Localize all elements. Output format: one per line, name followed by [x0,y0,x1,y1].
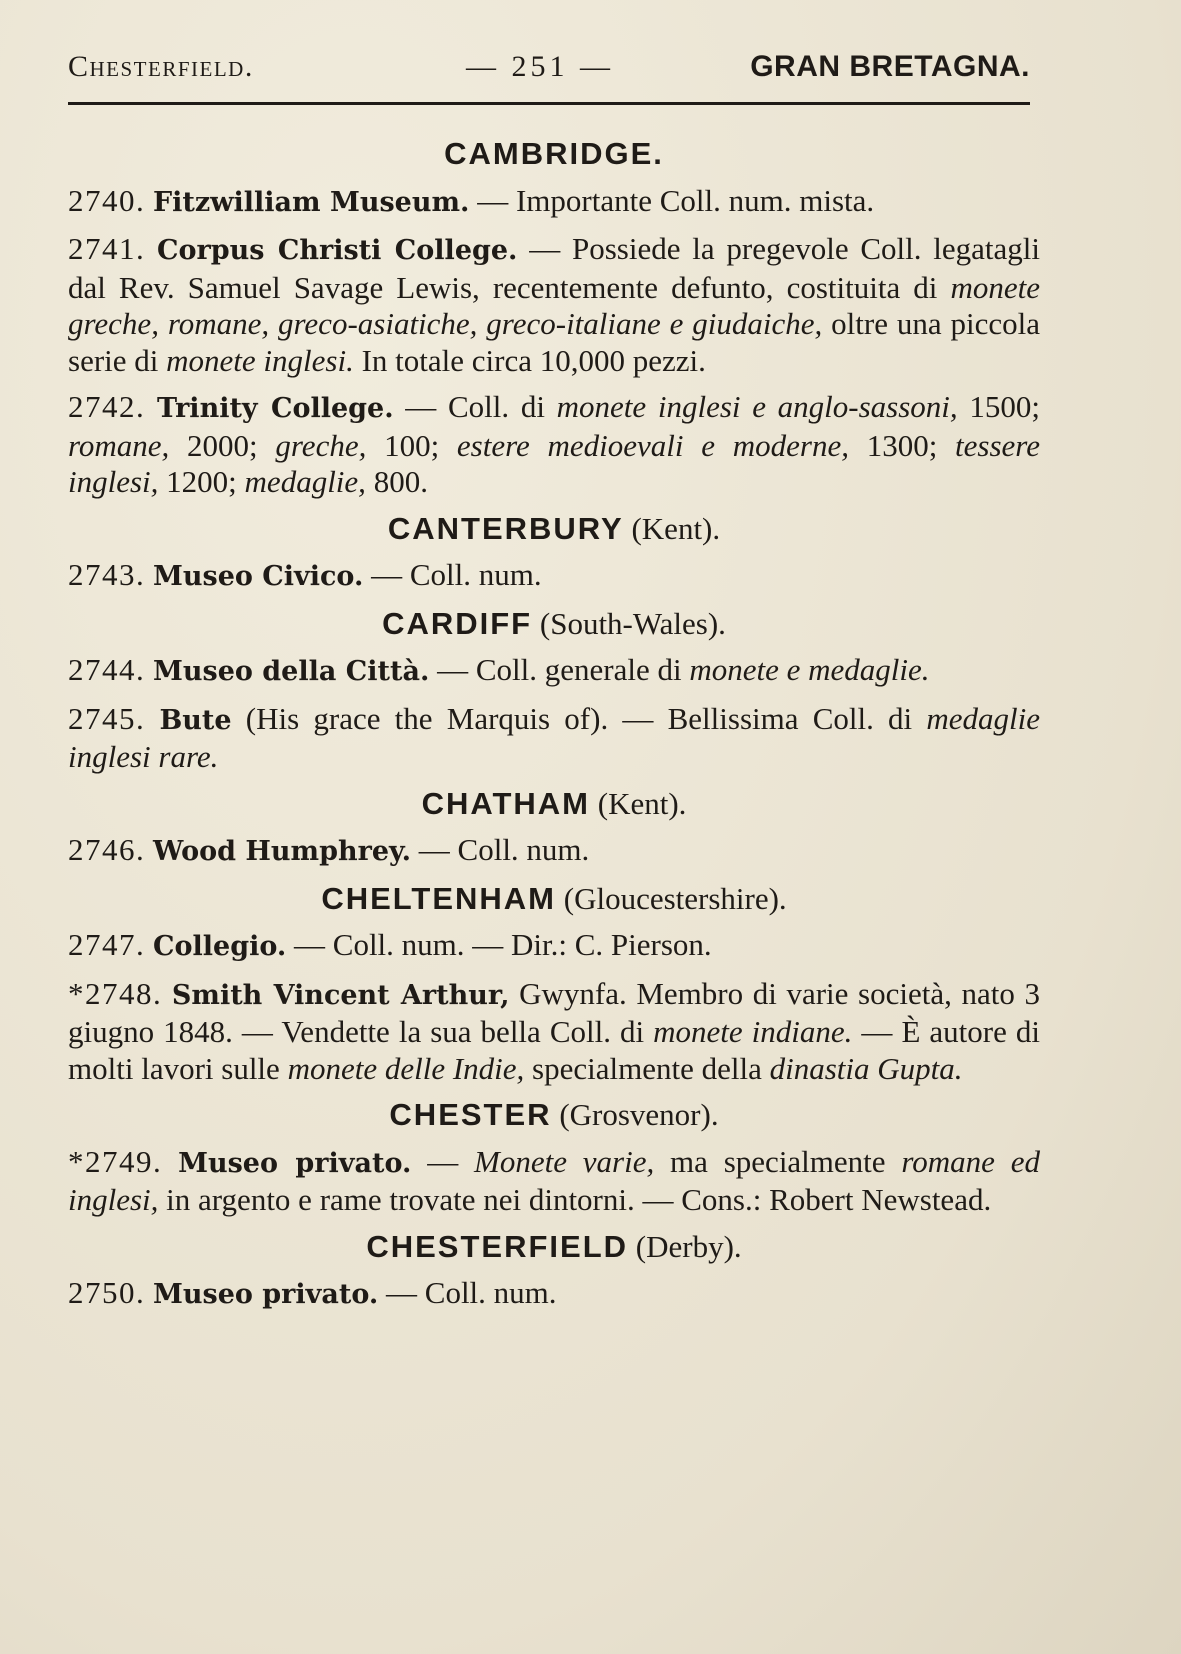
entry-text: 1500; [957,389,1040,424]
city-region: (Grosvenor). [551,1097,719,1132]
running-head-left: Chesterfield. [68,50,254,83]
city-name: CAMBRIDGE. [444,136,664,171]
entry-text: — Coll. num. [411,832,590,867]
entry-italic: romane, [68,427,170,463]
entry-number: 2741. [68,231,146,266]
entry-number: 2740. [68,182,146,218]
entry-name: Museo privato. [153,1279,379,1310]
entry-italic: monete inglesi. [166,342,354,378]
header-rule [68,102,1030,105]
city-region: (Gloucestershire). [556,880,787,916]
entry-number: 2743. [68,557,146,592]
running-head [68,50,1030,98]
entry-italic: estere medioevali e moderne, [456,427,849,463]
city-heading [68,881,1040,918]
entry-2740 [68,183,1040,222]
entry-text: — Importante Coll. num. mista. [469,182,875,218]
city-name: CHELTENHAM [321,880,556,916]
page-body [68,136,1040,1324]
city-region: (South-Wales). [532,605,726,641]
entry-italic: monete indiane. [653,1014,853,1049]
entry-number: 2746. [68,832,146,867]
entry-italic: Monete varie, [474,1143,655,1179]
entry-name: Museo della Città. [153,656,430,687]
city-region: (Derby). [628,1228,742,1264]
entry-text: — Possiede la pregevole Coll. legatagli dal Rev. Samuel Savage Lewis, recentemente defunto, costituita di [68,231,1040,305]
city-heading [68,1097,1040,1134]
city-heading [68,786,1040,823]
city-heading [68,136,1040,173]
entry-name: Bute [159,704,232,736]
entry-italic: monete e medaglie. [689,652,930,687]
city-name: CHESTERFIELD [366,1228,629,1264]
entry-italic: greche, [275,427,367,463]
entry-number: *2748. [68,975,163,1011]
city-heading [68,1229,1040,1266]
entry-name: Corpus Christi College. [157,235,518,266]
entry-name: Museo privato. [178,1147,412,1179]
entry-2743 [68,557,1040,596]
entry-number: 2742. [68,389,146,424]
entry-text: (His grace the Marquis of). — Bellissima Coll. di [231,700,927,736]
entry-text: — Coll. generale di [429,652,690,687]
entry-text: ma specialmente [654,1143,902,1179]
city-name: CHATHAM [421,785,590,821]
city-region: (Kent). [590,785,687,821]
entry-italic: monete delle Indie, [287,1050,525,1086]
entry-number: 2750. [68,1275,146,1310]
entry-2744 [68,652,1040,691]
entry-2747 [68,927,1040,966]
entry-italic: medaglie inglesi rare. [68,700,1041,774]
entry-text: In totale circa 10,000 pezzi. [353,342,706,378]
entry-name: Smith Vincent Arthur, [171,979,510,1011]
entry-text: — È autore di molti lavori sulle [68,1014,1040,1086]
entry-text: — Coll. di [393,389,557,424]
city-heading [68,606,1040,643]
page-number: — 251 — [466,50,614,83]
entry-number: 2745. [68,700,146,736]
city-name: CHESTER [389,1097,552,1132]
entry-text: 1200; [158,464,245,499]
entry-italic: monete greche, romane, greco-asiatiche, greco-italiane e giudaiche, [68,269,1040,341]
entry-number: 2744. [68,652,146,687]
entry-name: Fitzwilliam Museum. [153,186,470,218]
city-heading [68,511,1040,548]
entry-2745 [68,701,1040,776]
entry-italic: romane ed inglesi, [68,1143,1040,1217]
entry-text: specialmente della [524,1050,770,1086]
entry-name: Wood Humphrey. [153,836,412,867]
entry-name: Trinity College. [156,393,394,424]
entry-number: 2747. [68,927,146,962]
entry-italic: medaglie, [244,464,366,499]
entry-2750 [68,1275,1040,1314]
entry-italic: dinastia Gupta. [769,1050,963,1086]
entry-text: — Coll. num. [378,1275,557,1310]
entry-name: Collegio. [153,931,287,962]
entry-italic: monete inglesi e anglo-sassoni, [556,389,958,424]
city-name: CANTERBURY [387,510,624,546]
entry-text: Gwynfa. Membro di varie società, nato 3 giugno 1848. — Vendette la sua bella Coll. di [68,975,1040,1049]
entry-text: 1300; [848,427,956,463]
entry-2748 [68,976,1040,1088]
entry-2741 [68,231,1040,379]
entry-text: oltre una piccola serie di [68,306,1040,378]
entry-italic: tessere inglesi, [68,427,1040,499]
entry-2742 [68,389,1040,501]
entry-text: — Coll. num. — Dir.: C. Pierson. [286,927,712,962]
city-name: CARDIFF [382,605,533,641]
entry-text: — Coll. num. [363,557,542,592]
entry-2746 [68,832,1040,871]
entry-text: 800. [365,464,428,499]
running-head-right: GRAN BRETAGNA. [750,50,1030,83]
entry-number: *2749. [68,1143,163,1179]
entry-text: in argento e rame trovate nei dintorni. — Cons.: Robert Newstead. [158,1182,992,1217]
entry-name: Museo Civico. [153,561,364,592]
entry-2749 [68,1144,1040,1219]
city-region: (Kent). [623,510,721,546]
entry-text: 100; [366,427,457,463]
entry-text: — [411,1143,475,1179]
entry-text: 2000; [169,427,276,463]
